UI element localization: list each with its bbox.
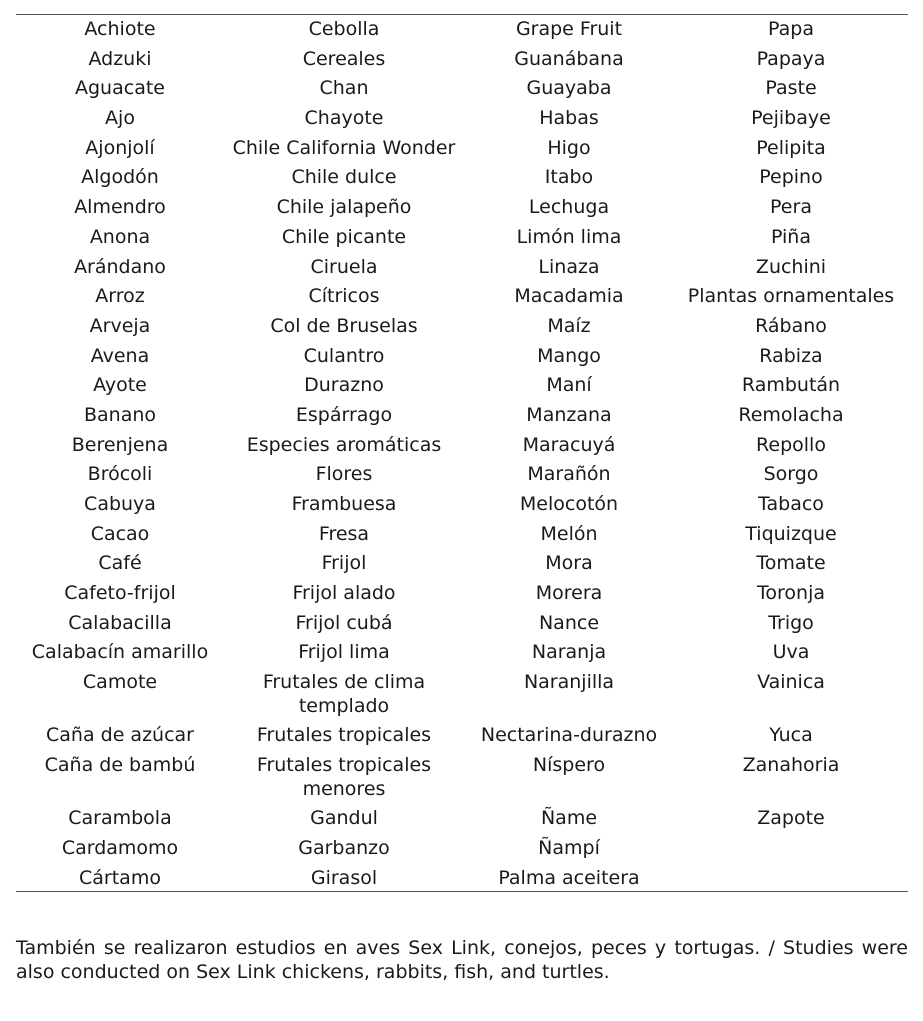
table-cell: Algodón xyxy=(81,166,159,189)
table-cell: Culantro xyxy=(303,344,385,367)
table-cell: Trigo xyxy=(768,611,814,634)
table-cell: Maíz xyxy=(547,314,591,337)
table-cell: Macadamia xyxy=(514,285,624,308)
table-cell: Frijol cubá xyxy=(295,611,393,634)
crop-table-body xyxy=(16,15,908,891)
table-cell: Nectarina-durazno xyxy=(480,724,658,747)
table-cell: Frijol lima xyxy=(298,641,390,664)
table-cell: Rábano xyxy=(755,314,827,337)
table-cell: Cacao xyxy=(90,522,150,545)
table-row xyxy=(16,312,908,342)
table-cell: Piña xyxy=(770,225,811,248)
table-cell: Remolacha xyxy=(738,403,844,426)
table-cell: Fresa xyxy=(318,522,370,545)
table-cell: Frutales tropicales menores xyxy=(256,754,432,800)
table-cell: Camote xyxy=(82,671,158,694)
crop-table xyxy=(16,15,908,891)
table-cell: Nance xyxy=(538,611,600,634)
table-cell: Yuca xyxy=(769,724,813,747)
table-cell: Palma aceitera xyxy=(498,866,640,889)
table-row xyxy=(16,520,908,550)
table-cell: Grape Fruit xyxy=(515,18,623,40)
table-cell: Ciruela xyxy=(310,255,378,278)
table-cell: Anona xyxy=(89,225,151,248)
table-cell: Caña de azúcar xyxy=(46,724,194,747)
table-cell: Linaza xyxy=(538,255,600,278)
table-cell: Café xyxy=(98,552,142,575)
table-cell: Paste xyxy=(765,77,817,100)
table-cell: Almendro xyxy=(74,196,166,219)
table-row xyxy=(16,134,908,164)
table-cell: Chile picante xyxy=(281,225,407,248)
table-cell: Plantas ornamentales xyxy=(687,285,895,308)
table-cell: Pera xyxy=(770,196,812,219)
crop-table-container xyxy=(16,14,908,892)
table-row xyxy=(16,721,908,751)
table-row xyxy=(16,45,908,75)
table-row xyxy=(16,253,908,283)
table-cell: Cereales xyxy=(302,47,386,70)
table-cell: Col de Bruselas xyxy=(270,314,418,337)
table-row xyxy=(16,751,908,804)
table-cell: Pelipita xyxy=(756,136,826,159)
table-cell: Frambuesa xyxy=(291,493,397,515)
table-row xyxy=(16,223,908,253)
table-cell: Maní xyxy=(546,374,592,397)
table-cell: Cabuya xyxy=(84,493,156,515)
table-cell: Naranja xyxy=(531,641,607,664)
table-cell: Guayaba xyxy=(526,77,612,100)
table-cell: Pepino xyxy=(759,166,823,189)
table-cell: Chile California Wonder xyxy=(232,136,456,159)
table-cell: Caña de bambú xyxy=(44,754,196,776)
table-cell: Ñame xyxy=(540,807,598,830)
table-cell: Especies aromáticas xyxy=(246,433,442,456)
table-cell: Habas xyxy=(539,107,599,130)
table-row xyxy=(16,638,908,668)
table-cell: Achiote xyxy=(84,18,156,40)
table-cell: Mora xyxy=(545,552,593,575)
table-footnote: También se realizaron estudios en aves Sex Link, conejos, peces y tortugas. / Studies were also conducted on Sex Link chickens, rabbits, fish, and turtles. xyxy=(16,937,908,983)
table-cell: Limón lima xyxy=(516,225,622,248)
table-cell: Papa xyxy=(768,18,814,40)
table-cell: Naranjilla xyxy=(523,671,615,694)
table-cell: Maracuyá xyxy=(522,433,616,456)
table-cell: Pejibaye xyxy=(751,107,831,130)
table-cell xyxy=(674,864,908,892)
table-cell: Tiquizque xyxy=(745,522,837,545)
table-row xyxy=(16,163,908,193)
table-cell: Ajonjolí xyxy=(85,136,155,159)
table-cell: Carambola xyxy=(68,807,172,830)
table-cell: Rabiza xyxy=(759,344,823,367)
table-row xyxy=(16,864,908,892)
table-cell: Higo xyxy=(547,136,591,159)
table-row xyxy=(16,431,908,461)
table-cell: Toronja xyxy=(757,582,825,605)
table-cell: Adzuki xyxy=(88,47,152,70)
table-cell: Papaya xyxy=(756,47,826,70)
table-cell: Zuchini xyxy=(755,255,827,278)
table-row xyxy=(16,834,908,864)
table-cell: Manzana xyxy=(526,403,612,426)
table-cell: Ñampí xyxy=(538,836,600,859)
table-row xyxy=(16,74,908,104)
table-cell: Rambután xyxy=(741,374,841,397)
table-cell: Marañón xyxy=(527,463,611,486)
table-row xyxy=(16,804,908,834)
table-cell: Girasol xyxy=(310,866,378,889)
table-cell: Níspero xyxy=(532,754,606,776)
table-cell: Garbanzo xyxy=(298,836,390,859)
table-cell: Cítricos xyxy=(308,285,380,308)
table-row xyxy=(16,490,908,520)
table-cell: Chile dulce xyxy=(291,166,397,189)
table-cell: Calabacín amarillo xyxy=(31,641,209,664)
table-cell: Berenjena xyxy=(71,433,169,456)
table-cell xyxy=(674,834,908,864)
table-row xyxy=(16,342,908,372)
table-row xyxy=(16,401,908,431)
table-cell: Arveja xyxy=(89,314,151,337)
table-row xyxy=(16,371,908,401)
table-row xyxy=(16,549,908,579)
table-cell: Melocotón xyxy=(519,493,619,515)
table-cell: Calabacilla xyxy=(68,611,172,634)
table-cell: Ayote xyxy=(93,374,147,397)
table-cell: Cafeto-frijol xyxy=(64,582,176,605)
table-cell: Guanábana xyxy=(514,47,624,70)
table-cell: Zanahoria xyxy=(742,754,840,776)
table-row xyxy=(16,193,908,223)
table-cell: Tomate xyxy=(756,552,826,575)
table-cell: Arándano xyxy=(74,255,166,278)
table-row xyxy=(16,104,908,134)
table-cell: Frutales tropicales xyxy=(256,724,432,747)
table-cell: Frutales de clima templado xyxy=(262,671,426,717)
table-cell: Aguacate xyxy=(75,77,165,100)
table-cell: Mango xyxy=(537,344,601,367)
table-cell: Avena xyxy=(90,344,150,367)
table-cell: Chile jalapeño xyxy=(276,196,412,219)
table-cell: Lechuga xyxy=(528,196,610,219)
table-cell: Chayote xyxy=(304,107,384,130)
table-cell: Gandul xyxy=(310,807,378,830)
table-cell: Melón xyxy=(540,522,598,545)
table-row xyxy=(16,579,908,609)
table-cell: Arroz xyxy=(95,285,145,308)
table-row xyxy=(16,282,908,312)
table-cell: Ajo xyxy=(105,107,135,130)
table-cell: Flores xyxy=(315,463,373,486)
table-row xyxy=(16,668,908,721)
table-cell: Chan xyxy=(319,77,369,100)
table-row xyxy=(16,460,908,490)
table-cell: Frijol alado xyxy=(292,582,396,605)
table-cell: Morera xyxy=(535,582,603,605)
table-cell: Banano xyxy=(83,403,157,426)
table-cell: Espárrago xyxy=(295,403,393,426)
table-cell: Sorgo xyxy=(763,463,819,486)
table-cell: Cardamomo xyxy=(61,836,179,859)
table-cell: Brócoli xyxy=(87,463,153,486)
table-cell: Itabo xyxy=(544,166,594,189)
table-cell: Tabaco xyxy=(758,493,824,515)
table-cell: Durazno xyxy=(304,374,384,397)
table-cell: Vainica xyxy=(757,671,825,694)
table-row xyxy=(16,15,908,45)
table-cell: Zapote xyxy=(757,807,825,830)
table-row xyxy=(16,609,908,639)
table-cell: Frijol xyxy=(321,552,367,575)
table-cell: Cebolla xyxy=(308,18,380,40)
table-cell: Uva xyxy=(772,641,810,664)
table-cell: Cártamo xyxy=(79,866,161,889)
table-cell: Repollo xyxy=(756,433,826,456)
